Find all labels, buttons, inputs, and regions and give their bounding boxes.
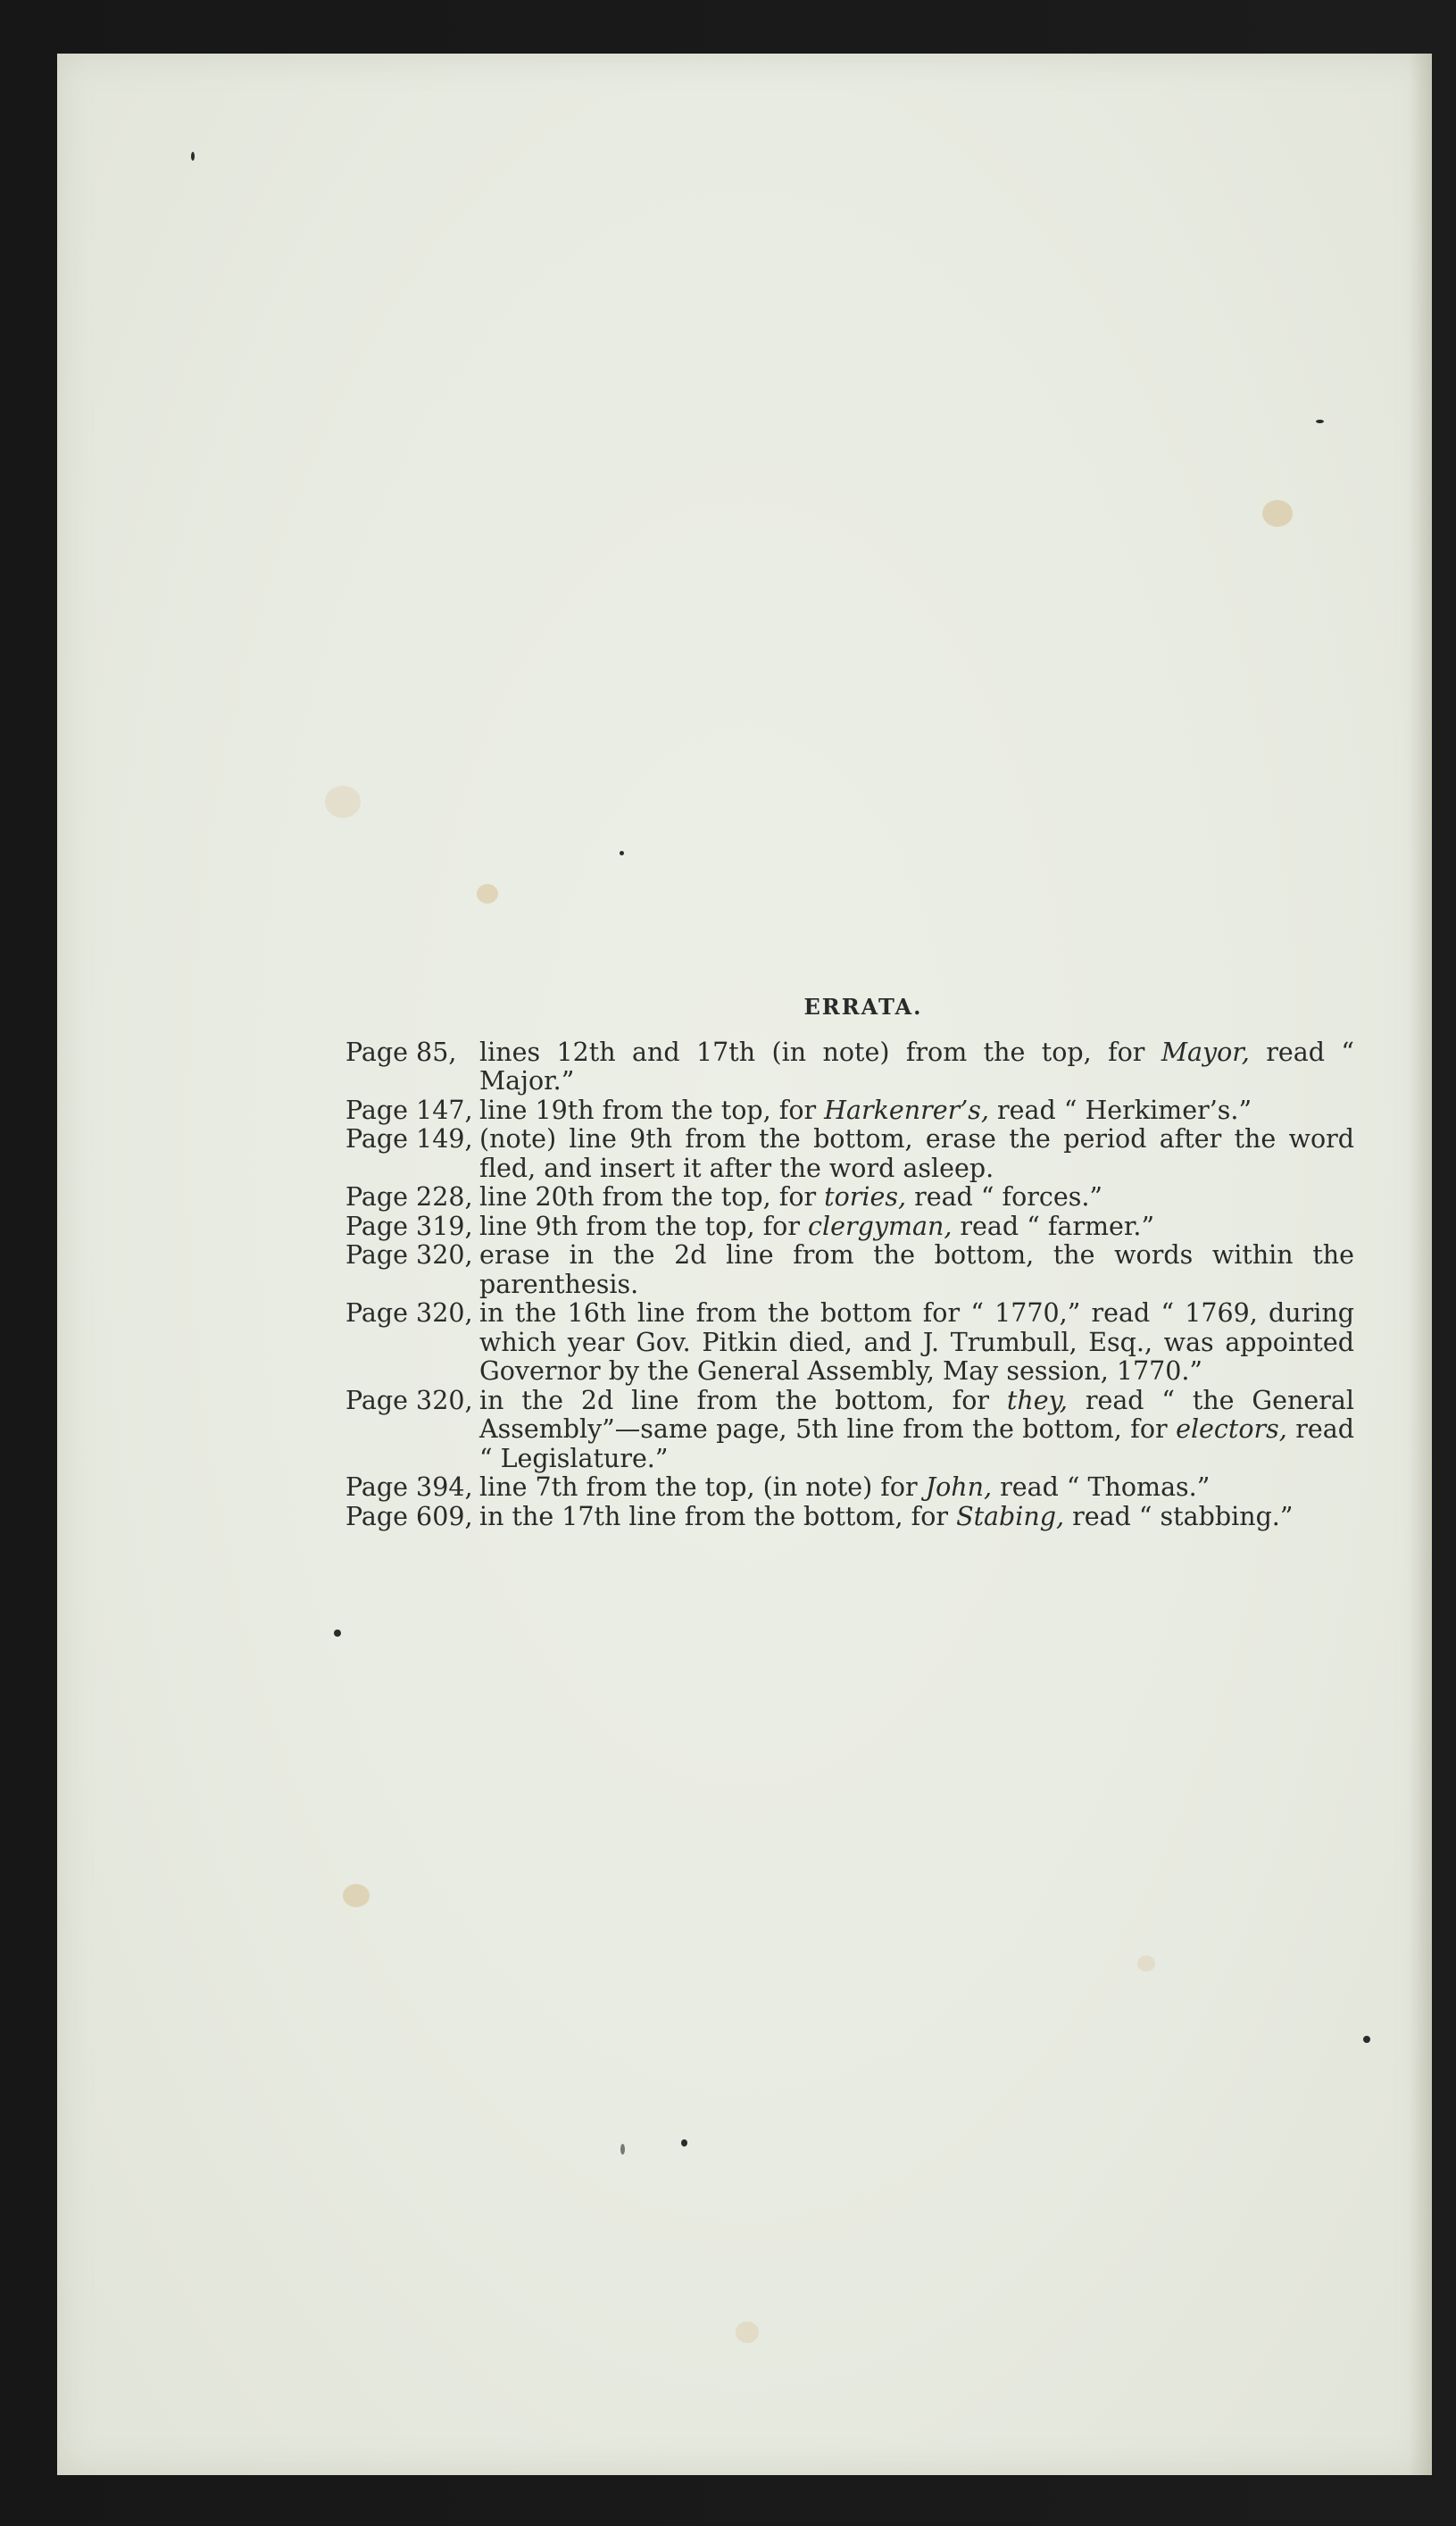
errata-text: in the 17th line from the bottom, for (479, 1501, 957, 1531)
foxing-spot (736, 2322, 759, 2343)
speck (681, 2139, 687, 2147)
errata-page-ref: Page 228, (345, 1182, 473, 1212)
errata-text: line 9th from the top, for (479, 1211, 809, 1241)
errata-page-ref: Page 609, (345, 1501, 473, 1531)
errata-correction (478, 1183, 1354, 1213)
errata-page-ref: Page 320, (345, 1385, 473, 1415)
errata-title: ERRATA. (803, 994, 923, 1020)
errata-text: (note) line 9th from the bottom, erase the period after the word fled, and insert it after the word asleep. (479, 1124, 1354, 1183)
foxing-spot (1137, 1955, 1155, 1972)
errata-correction (478, 1473, 1354, 1503)
errata-entry (345, 1213, 1354, 1242)
errata-entry (345, 1299, 1354, 1387)
errata-text: read “ Legislature.” (479, 1414, 1354, 1473)
errata-correction (478, 1299, 1354, 1387)
errata-correction (478, 1503, 1354, 1532)
errata-text: read “ Major.” (479, 1037, 1354, 1096)
foxing-spot (343, 1884, 370, 1907)
errata-correction (478, 1213, 1354, 1242)
page-edge-shadow (1409, 54, 1432, 2475)
errata-text: line 20th from the top, for (479, 1182, 825, 1212)
errata-page-ref: Page 149, (345, 1124, 473, 1154)
errata-page-ref: Page 320, (345, 1240, 473, 1270)
errata-entry (345, 1503, 1354, 1532)
errata-entry (345, 1096, 1354, 1126)
errata-text: read “ the General Assembly”—same page, 5th line from the bottom, for (479, 1385, 1355, 1444)
speck (1363, 2036, 1370, 2043)
errata-text: lines 12th and 17th (in note) from the top, for (479, 1037, 1161, 1067)
errata-entry (345, 1183, 1354, 1213)
speck (334, 1630, 341, 1637)
errata-text: read “ Herkimer’s.” (988, 1095, 1252, 1125)
errata-correction (478, 1038, 1354, 1096)
errata-entry (345, 1038, 1354, 1096)
speck (1316, 420, 1324, 423)
errata-text: in the 16th line from the bottom for “ 1770,” read “ 1769, during which year Gov. Pitkin died, and J. Trumbull, Esq., was appointed Governor by the General Assembly, May session, 1770.” (479, 1298, 1354, 1386)
foxing-spot (325, 786, 361, 818)
errata-text: read “ forces.” (906, 1182, 1102, 1212)
speck (620, 851, 624, 855)
errata-correction (478, 1241, 1354, 1299)
errata-list (345, 1038, 1354, 1532)
errata-entry (345, 1125, 1354, 1183)
errata-text: read “ farmer.” (952, 1211, 1155, 1241)
errata-wrong-word: Mayor, (1161, 1037, 1250, 1067)
errata-wrong-word: Harkenrer’s, (824, 1095, 989, 1125)
errata-text: in the 2d line from the bottom, for (479, 1385, 1007, 1415)
errata-text: erase in the 2d line from the bottom, the words within the parenthesis. (479, 1240, 1354, 1299)
errata-correction (478, 1387, 1354, 1474)
foxing-spot (1262, 500, 1293, 527)
errata-entry (345, 1241, 1354, 1299)
errata-text: line 19th from the top, for (479, 1095, 825, 1125)
errata-page-ref: Page 394, (345, 1472, 473, 1502)
errata-wrong-word: clergyman, (808, 1211, 953, 1241)
errata-page-ref: Page 147, (345, 1095, 473, 1125)
errata-wrong-word: they, (1006, 1385, 1068, 1415)
errata-correction (478, 1125, 1354, 1183)
errata-text: line 7th from the top, (in note) for (479, 1472, 926, 1502)
errata-entry (345, 1387, 1354, 1474)
errata-wrong-word: Stabing, (956, 1501, 1065, 1531)
errata-wrong-word: tories, (824, 1182, 907, 1212)
speck (620, 2144, 625, 2155)
errata-text: read “ Thomas.” (992, 1472, 1211, 1502)
errata-correction (478, 1096, 1354, 1126)
errata-page-ref: Page 85, (345, 1037, 457, 1067)
errata-page-ref: Page 319, (345, 1211, 473, 1241)
errata-section (345, 993, 1354, 1531)
errata-wrong-word: electors, (1176, 1414, 1287, 1444)
errata-page-ref: Page 320, (345, 1298, 473, 1328)
errata-wrong-word: John, (925, 1472, 993, 1502)
foxing-spot (477, 884, 498, 904)
speck (191, 152, 195, 161)
errata-text: read “ stabbing.” (1064, 1501, 1294, 1531)
errata-entry (345, 1473, 1354, 1503)
